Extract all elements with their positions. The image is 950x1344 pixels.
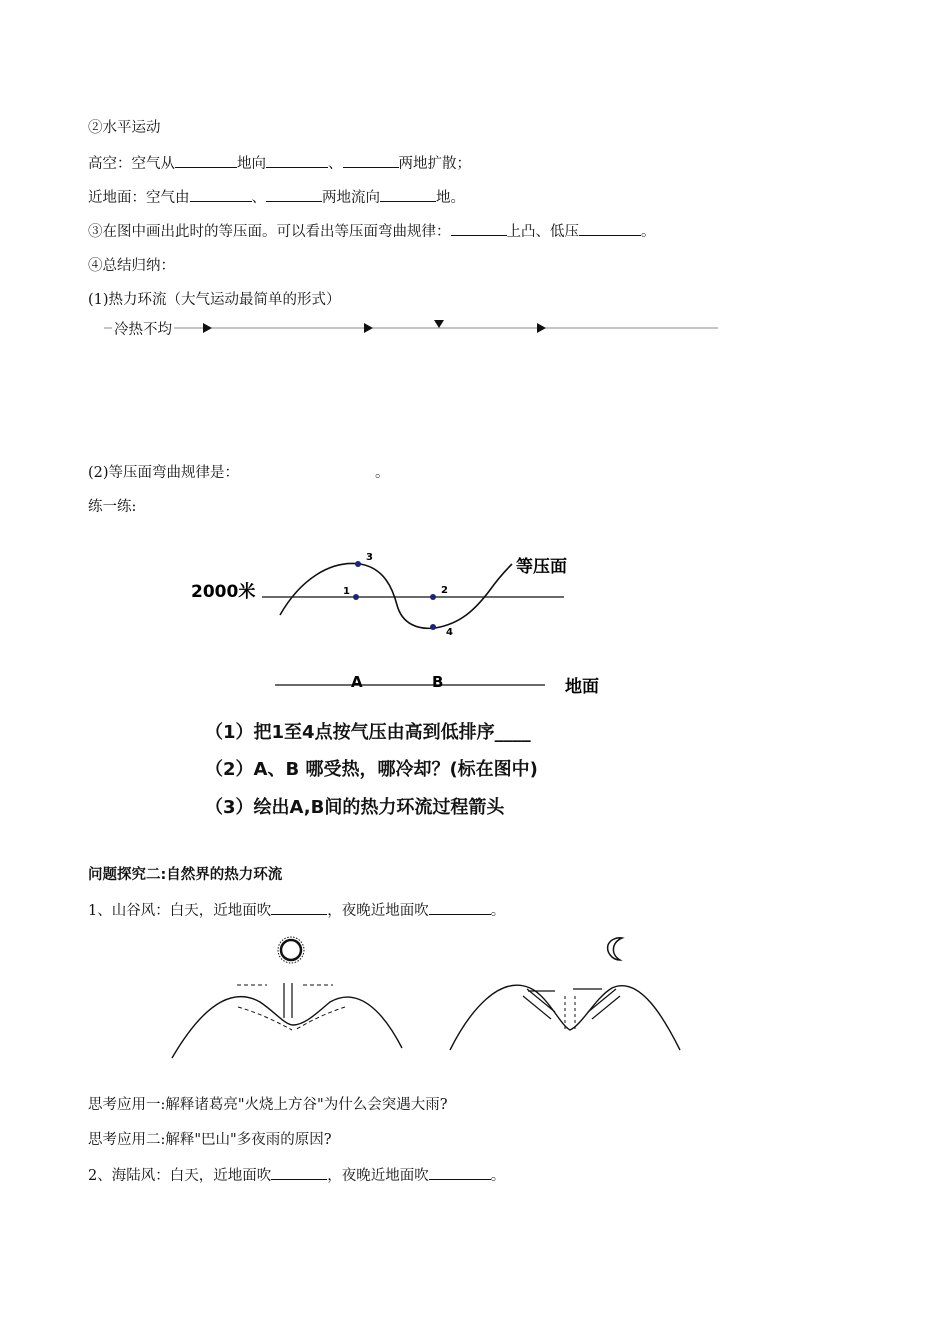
- point-3-marker: [355, 561, 361, 567]
- think-question-1: 思考应用一:解释诸葛亮"火烧上方谷"为什么会突遇大雨?: [88, 1097, 448, 1113]
- location-b-label: B: [432, 673, 444, 691]
- text: 地向: [237, 156, 266, 172]
- text: 地。: [436, 190, 465, 206]
- text: (2)等压面弯曲规律是：: [88, 465, 240, 481]
- figure-question-3: （3）绘出A,B间的热力环流过程箭头: [205, 797, 505, 818]
- point-2-label: 2: [441, 585, 448, 596]
- text: 、: [328, 156, 343, 172]
- isobar-rule-question: [88, 464, 390, 482]
- fill-blank[interactable]: [451, 222, 507, 236]
- section-2-title: 问题探究二:自然界的热力环流: [88, 867, 283, 883]
- day-valley-diagram: [172, 937, 402, 1058]
- text: 1、山谷风：白天，近地面吹: [88, 903, 272, 919]
- high-altitude-sentence: [88, 154, 471, 173]
- flow-label: 冷热不均: [114, 322, 172, 338]
- arrow-down-icon: [434, 320, 444, 328]
- location-a-label: A: [351, 673, 363, 691]
- point-1-label: 1: [343, 586, 350, 597]
- horizontal-motion-heading: ②水平运动: [88, 120, 161, 136]
- figure-question-1: （1）把1至4点按气压由高到低排序____: [205, 722, 531, 743]
- night-valley-diagram: [450, 938, 680, 1050]
- text: 。: [490, 1168, 506, 1184]
- fill-blank[interactable]: [190, 188, 252, 202]
- isobar-rule-sentence: [88, 222, 656, 241]
- fill-blank[interactable]: [175, 154, 237, 168]
- fill-blank[interactable]: [343, 154, 399, 168]
- text: 上凸、低压: [506, 224, 579, 240]
- text: 。: [490, 903, 506, 919]
- text: 。: [375, 465, 390, 481]
- text: 。: [641, 224, 656, 240]
- flow-chain: [100, 316, 720, 340]
- text: ，夜晚近地面吹: [327, 903, 429, 919]
- text: 近地面：空气由: [88, 190, 190, 206]
- point-4-marker: [430, 624, 436, 630]
- fill-blank[interactable]: [380, 188, 436, 202]
- fill-blank[interactable]: [429, 901, 491, 915]
- think-question-2: 思考应用二:解释"巴山"多夜雨的原因?: [88, 1132, 332, 1148]
- point-2-marker: [430, 594, 436, 600]
- height-label: 2000米: [191, 582, 256, 602]
- text: 两地扩散；: [398, 156, 471, 172]
- fill-blank[interactable]: [429, 1166, 491, 1180]
- fill-blank[interactable]: [579, 222, 641, 236]
- fill-blank[interactable]: [266, 188, 322, 202]
- fill-blank[interactable]: [271, 901, 327, 915]
- isobar-figure: [0, 540, 950, 710]
- text: 高空：空气从: [88, 156, 175, 172]
- text: ，夜晚近地面吹: [327, 1168, 429, 1184]
- figure-question-2: （2）A、B 哪受热，哪冷却？(标在图中): [205, 759, 538, 780]
- point-4-label: 4: [446, 627, 453, 638]
- isobar-label: 等压面: [516, 557, 567, 577]
- summary-heading: ④总结归纳：: [88, 258, 175, 274]
- sea-land-wind-sentence: [88, 1166, 505, 1185]
- text: 两地流向: [322, 190, 380, 206]
- moon-icon: [608, 938, 622, 960]
- isobar-curve: [280, 563, 512, 628]
- ground-label: 地面: [565, 677, 599, 697]
- sun-icon: [278, 937, 304, 963]
- fill-blank[interactable]: [266, 154, 328, 168]
- text: ③在图中画出此时的等压面。可以看出等压面弯曲规律：: [88, 224, 451, 240]
- thermal-circulation-heading: (1)热力环流（大气运动最简单的形式）: [88, 292, 341, 308]
- text: 、: [251, 190, 266, 206]
- arrow-right-icon: [203, 323, 212, 333]
- valley-wind-sentence: [88, 901, 505, 920]
- point-1-marker: [353, 594, 359, 600]
- arrow-right-icon: [537, 323, 546, 333]
- valley-wind-figure: [0, 930, 950, 1070]
- near-ground-sentence: [88, 188, 465, 207]
- arrow-right-icon: [364, 323, 373, 333]
- text: 2、海陆风：白天，近地面吹: [88, 1168, 272, 1184]
- practice-heading: 练一练:: [88, 499, 137, 515]
- point-3-label: 3: [366, 552, 373, 563]
- fill-blank[interactable]: [271, 1166, 327, 1180]
